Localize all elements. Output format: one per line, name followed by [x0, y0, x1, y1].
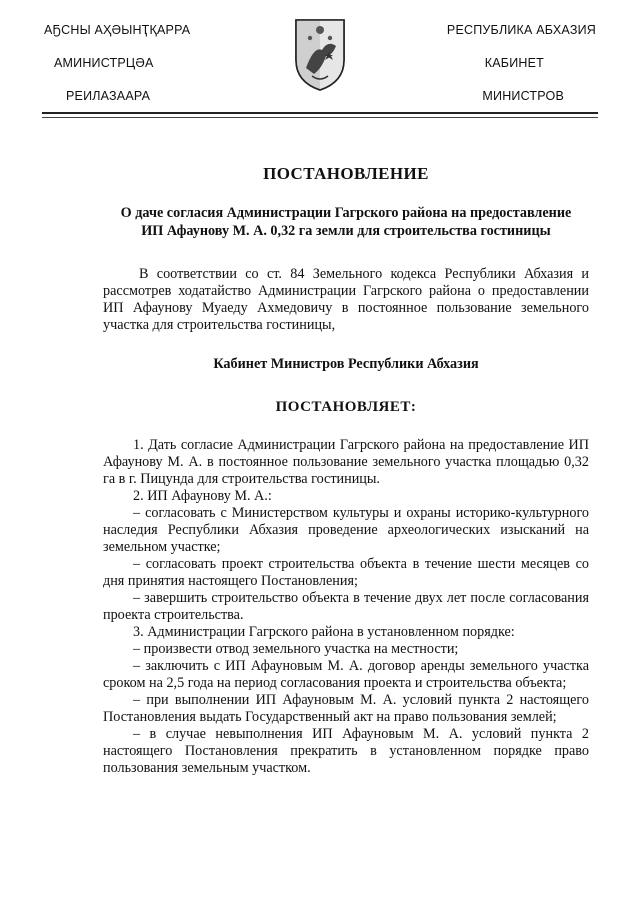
- subject-line: О даче согласия Администрации Гагрского района на предоставление: [120, 205, 572, 221]
- decree-item: 1. Дать согласие Администрации Гагрского района на предоставление ИП Афаунову М. А. в постоянное пользование земельного участка площадью 0,32 га в г. Пицунда для строительства гостиницы.: [103, 437, 589, 487]
- decree-item: 3. Администрации Гагрского района в установленном порядке:: [133, 624, 515, 640]
- header-russian-name: [396, 22, 596, 121]
- decree-item: – согласовать проект строительства объекта в течение шести месяцев со дня принятия настоящего Постановления;: [103, 556, 589, 589]
- header-right-line: МИНИСТРОВ: [482, 89, 564, 103]
- header-divider-thick: [42, 112, 598, 114]
- header-left-line: АҔСНЫ АҲӘЫНҬҚАРРА: [44, 23, 191, 37]
- header-divider-thin: [42, 117, 598, 118]
- decree-item: – согласовать с Министерством культуры и охраны историко-культурного наследия Республики Абхазия проведение археологических изысканий на земельном участке;: [103, 505, 589, 555]
- header-left-line: РЕИЛАЗААРА: [66, 89, 151, 103]
- coat-of-arms-icon: [292, 16, 348, 92]
- decree-item: – при выполнении ИП Афауновым М. А. условий пункта 2 настоящего Постановления выдать Государственный акт на право пользования землей;: [103, 692, 589, 725]
- header-right-line: КАБИНЕТ: [484, 56, 544, 70]
- document-subject: [97, 204, 595, 240]
- decree-item: 2. ИП Афаунову М. А.:: [133, 488, 272, 504]
- document-body: [103, 165, 589, 777]
- issuer-heading: Кабинет Министров Республики Абхазия: [213, 356, 479, 372]
- decree-item: – заключить с ИП Афауновым М. А. договор аренды земельного участка сроком на 2,5 года на период согласования проекта и строительства объекта;: [103, 658, 589, 691]
- decree-heading: ПОСТАНОВЛЯЕТ:: [275, 399, 417, 415]
- header-left-line: АМИНИСТРЦӘА: [54, 56, 154, 70]
- preamble-paragraph: В соответствии со ст. 84 Земельного кодекса Республики Абхазия и рассмотрев ходатайство Администрации Гагрского района о предоставлении ИП Афаунову Муаеду Ахмедовичу в постоянное пользование земельного участка для строительства гостиницы,: [103, 266, 589, 333]
- decree-item: – в случае невыполнения ИП Афауновым М. А. условий пункта 2 настоящего Постановления прекратить в установленном порядке право пользования земельным участком.: [103, 726, 589, 776]
- subject-line: ИП Афаунову М. А. 0,32 га земли для строительства гостиницы: [141, 223, 551, 239]
- header-abkhaz-name: [44, 22, 244, 121]
- decree-item: – завершить строительство объекта в течение двух лет после согласования проекта строительства.: [103, 590, 589, 623]
- document-title: ПОСТАНОВЛЕНИЕ: [263, 164, 429, 183]
- decree-item: – произвести отвод земельного участка на местности;: [133, 641, 459, 657]
- header-right-line: РЕСПУБЛИКА АБХАЗИЯ: [446, 23, 596, 37]
